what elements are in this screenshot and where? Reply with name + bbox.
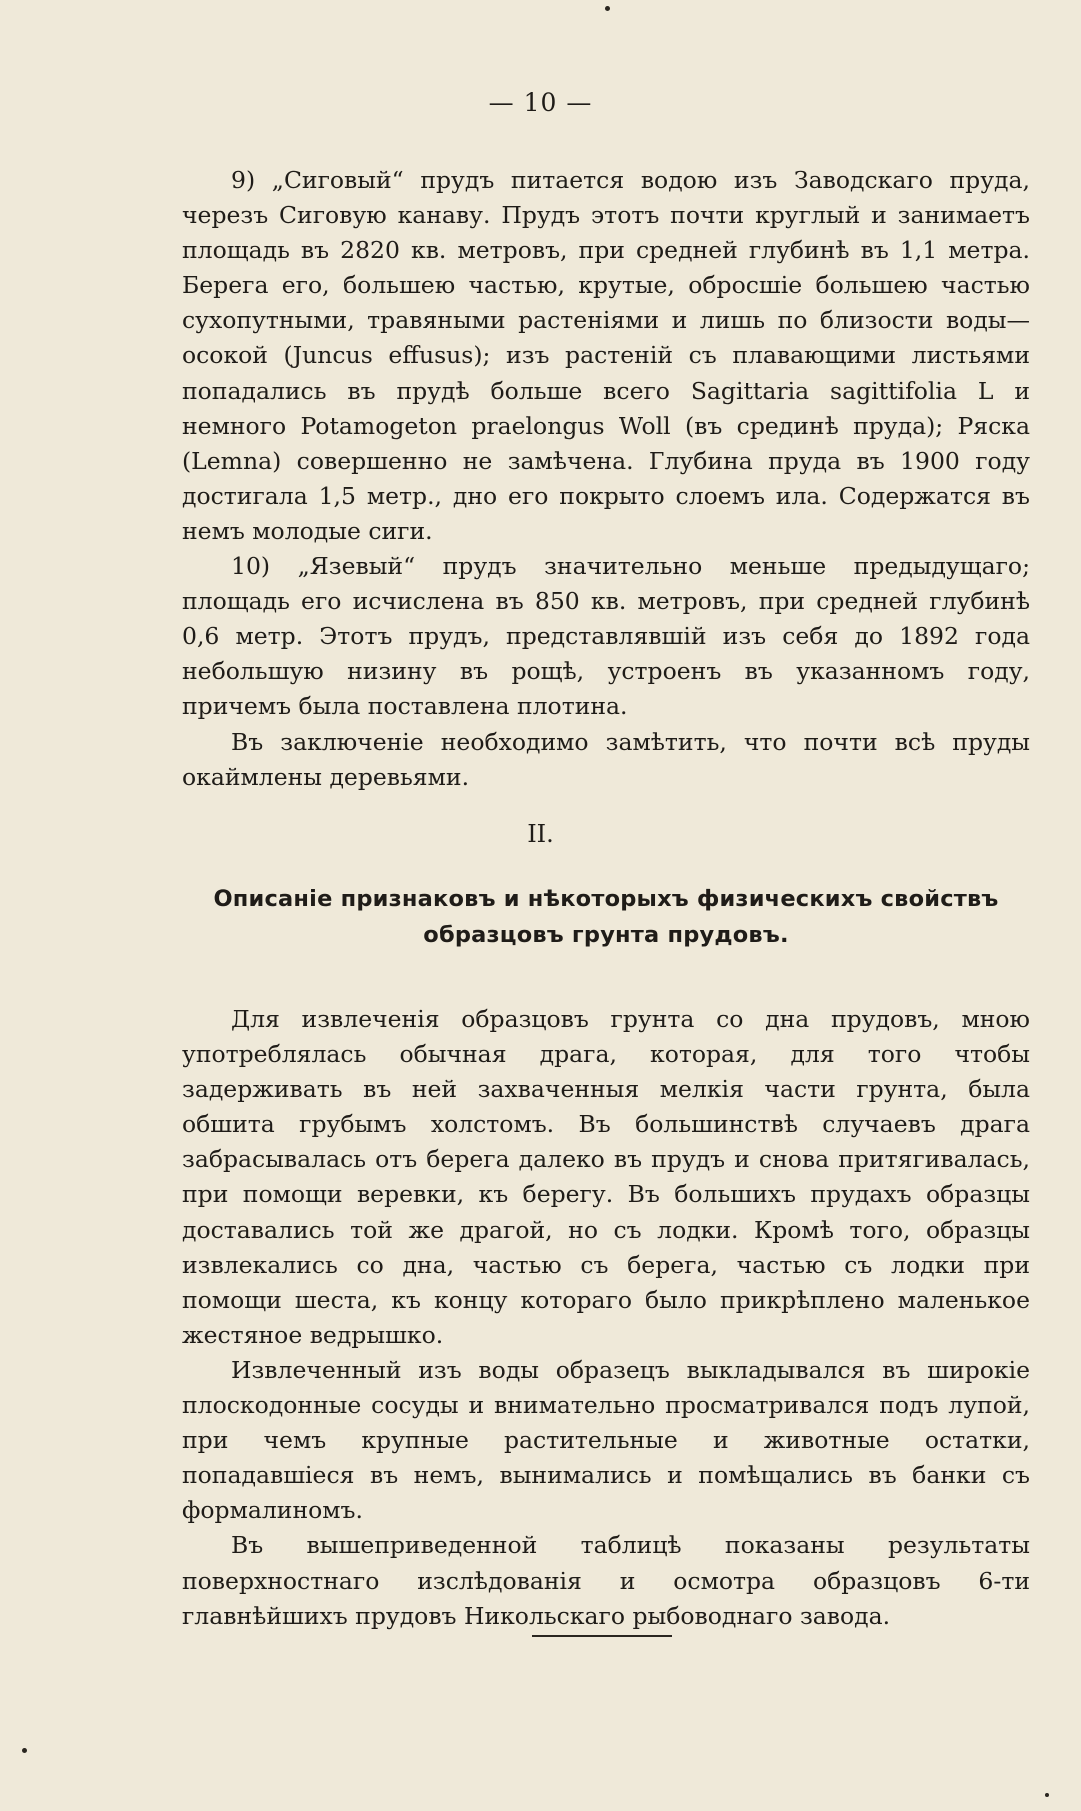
print-speck [605,6,610,11]
section-title: Описаніе признаковъ и нѣкоторыхъ физическихъ свойствъ образцовъ грунта прудовъ. [213,886,999,948]
paragraph-conclusion: Въ заключеніе необходимо замѣтить, что почти всѣ пруды окаймлены деревьями. [182,727,1030,791]
paragraph-sigovy-pond: 9) „Сиговый“ прудъ питается водою изъ Заводскаго пруда, черезъ Сиговую канаву. Прудъ этотъ почти круглый и занимаетъ площадь въ 2820 кв. метровъ, при средней глубинѣ въ 1,1 метра. Берега его, большею частью, крутые, обросшіе большею частью сухопутными, травяными растеніями и лишь по близости воды—осокой (Juncus effusus); изъ растеній съ плавающими листьями попадались въ прудѣ больше всего Sagittaria sagittifolia L и немного Potamogeton praelongus Woll (въ срединѣ пруда); Ряска (Lemna) совершенно не замѣчена. Глубина пруда въ 1900 году достигала 1,5 метр., дно его покрыто слоемъ ила. Содержатся въ немъ молодые сиги. [182,166,1030,545]
print-speck [1045,1793,1049,1797]
paragraph-yazevy-pond: 10) „Язевый“ прудъ значительно меньше предыдущаго; площадь его исчислена въ 850 кв. метровъ, при средней глубинѣ 0,6 метр. Этотъ прудъ, представлявшій изъ себя до 1892 года небольшую низину въ рощѣ, устроенъ въ указанномъ году, причемъ была поставлена плотина. [182,552,1030,721]
text-block-bottom [182,1002,1030,1634]
page-number: — 10 — [488,88,593,117]
paragraph-sample-inspection: Извлеченный изъ воды образецъ выкладывался въ широкіе плоскодонные сосуды и внимательно просматривался подъ лупой, при чемъ крупные растительные и животные остатки, попадавшіеся въ немъ, вынимались и помѣщались въ банки съ формалиномъ. [182,1355,1030,1525]
text-block-top [182,163,1030,795]
paragraph-table-reference: Въ вышеприведенной таблицѣ показаны результаты поверхностнаго изслѣдованія и осмотра образцовъ 6-ти главнѣйшихъ прудовъ Никольскаго рыбоводнаго завода. [182,1531,1030,1630]
print-speck [22,1748,27,1753]
closing-rule [532,1635,672,1637]
paragraph-dredge-method: Для извлеченія образцовъ грунта со дна прудовъ, мною употреблялась обычная драга, которая, для того чтобы задерживать въ ней захваченныя мелкія части грунта, была обшита грубымъ холстомъ. Въ большинствѣ случаевъ драга забрасывалась отъ берега далеко въ прудъ и снова притягивалась, при помощи веревки, къ берегу. Въ большихъ прудахъ образцы доставались той же драгой, но съ лодки. Кромѣ того, образцы извлекались со дна, частью съ берега, частью съ лодки при помощи шеста, къ концу котораго было прикрѣплено маленькое жестяное ведрышко. [182,1005,1030,1349]
section-number: II. [527,820,554,848]
